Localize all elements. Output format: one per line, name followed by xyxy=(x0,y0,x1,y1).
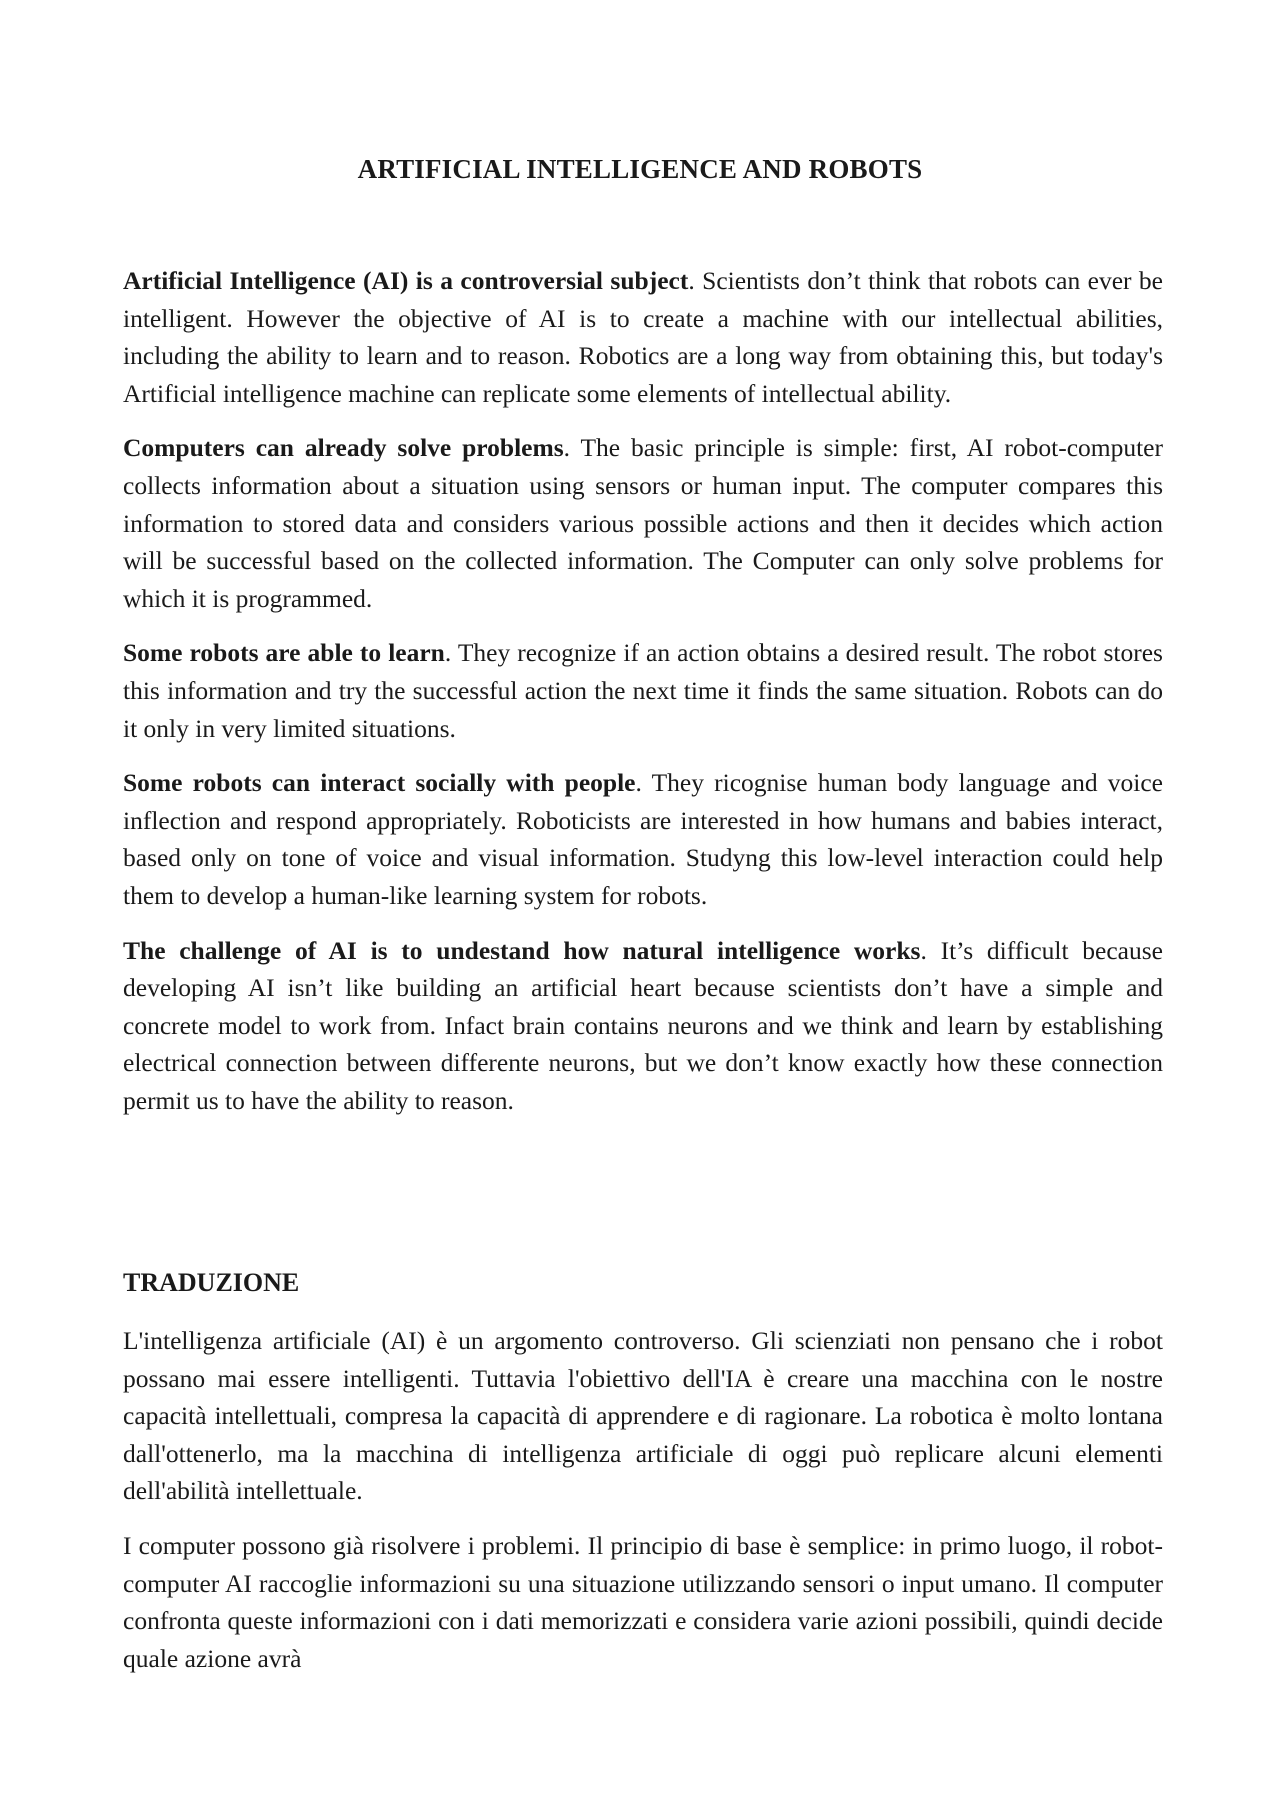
translation-section xyxy=(123,1322,1163,1677)
translation-paragraph: I computer possono già risolvere i problemi. Il principio di base è semplice: in primo luogo, il robot-computer AI raccoglie informazioni su una situazione utilizzando sensori o input umano. Il computer confronta queste informazioni con i dati memorizzati e considera varie azioni possibili, quindi decide quale azione avrà xyxy=(123,1530,1163,1673)
paragraph-lead: Some robots can interact socially with people xyxy=(123,768,636,798)
translation-heading: TRADUZIONE xyxy=(123,1268,300,1297)
paragraph-lead: Artificial Intelligence (AI) is a controversial subject xyxy=(123,266,689,295)
paragraph-body: . They ricognise human body language and voice inflection and respond appropriately. Roboticists are interested in how humans and babies interact, based only on tone of voice and visual information. Studyng this low-level interaction could help them to develop a human-like learning system for robots. xyxy=(123,768,1163,910)
paragraph-solve-problems xyxy=(123,429,1163,617)
paragraph-body: . It’s difficult because developing AI isn’t like building an artificial heart because scientists don’t have a simple and concrete model to work from. Infact brain contains neurons and we think and learn by establishing electrical connection between differente neurons, but we don’t know exactly how these connection permit us to have the ability to reason. xyxy=(123,935,1163,1115)
paragraph-lead: Computers can already solve problems xyxy=(123,433,564,463)
paragraph-lead: Some robots are able to learn xyxy=(123,638,445,668)
paragraph-body: . The basic principle is simple: first, AI robot-computer collects information about a situation using sensors or human input. The computer compares this information to stored data and considers various possible actions and then it decides which action will be successful based on the collected information. The Computer can only solve problems for which it is programmed. xyxy=(123,433,1163,613)
paragraph-body: . They recognize if an action obtains a desired result. The robot stores this information and try the successful action the next time it finds the same situation. Robots can do it only in very limited situations. xyxy=(123,638,1163,743)
translation-paragraph: L'intelligenza artificiale (AI) è un argomento controverso. Gli scienziati non pensano che i robot possano mai essere intelligenti. Tuttavia l'obiettivo dell'IA è creare una macchina con le nostre capacità intellettuali, compresa la capacità di apprendere e di ragionare. La robotica è molto lontana dall'ottenerlo, ma la macchina di intelligenza artificiale di oggi può replicare alcuni elementi dell'abilità intellettuale. xyxy=(123,1326,1163,1506)
paragraph-body: . Scientists don’t think that robots can ever be intelligent. However the objective of AI is to create a machine with our intellectual abilities, including the ability to learn and to reason. Robotics are a long way from obtaining this, but today's Artificial intelligence machine can replicate some elements of intellectual ability. xyxy=(123,266,1163,408)
paragraph-interact-socially xyxy=(123,764,1163,914)
paragraph-ai-controversial xyxy=(123,262,1163,412)
english-section xyxy=(123,262,1163,1136)
document-title: ARTIFICIAL INTELLIGENCE AND ROBOTS xyxy=(357,154,923,184)
paragraph-lead: The challenge of AI is to undestand how natural intelligence works xyxy=(123,935,921,965)
paragraph-challenge-of-ai xyxy=(123,932,1163,1120)
paragraph-robots-learn xyxy=(123,634,1163,747)
